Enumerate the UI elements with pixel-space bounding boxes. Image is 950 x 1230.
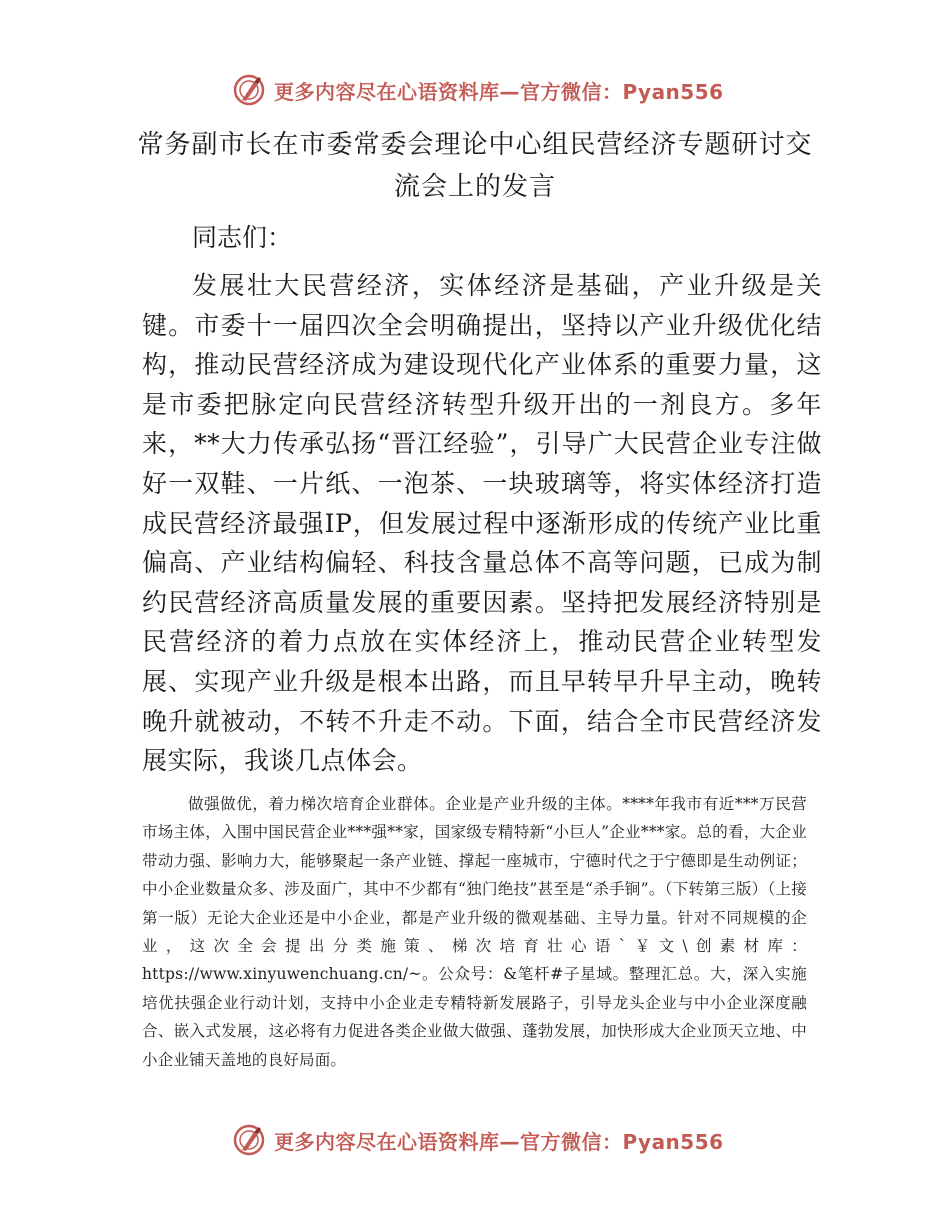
small-paragraph: 做强做优，着力梯次培育企业群体。企业是产业升级的主体。****年我市有近***万民营市场主体，入围中国民营企业***强**家，国家级专精特新“小巨人”企业***家。总的看，大企业带动力强、影响力大，能够聚起一条产业链、撑起一座城市，宁德时代之于宁德即是生动例证；中小企业数量众多、涉及面广，其中不少都有“独门绝技”甚至是“杀手锏”。（下转第三版）（上接第一版）无论大企业还是中小企业，都是产业升级的微观基础、主导力量。针对不同规模的企业，这次全会提出分类施策、梯次培育壮心语`￥文\创素材库：https://www.xinyuwenchuang.cn/~。公众号：&笔杆#子星域。整理汇总。大，深入实施培优扶强企业行动计划，支持中小企业走专精特新发展路子，引导龙头企业与中小企业深度融合、嵌入式发展，这必将有力促进各类企业做大做强、蓬勃发展，加快形成大企业顶天立地、中小企业铺天盖地的良好局面。 xyxy=(142,795,807,1069)
watermark-text: 更多内容尽在心语资料库—官方微信：Pyan556 xyxy=(274,79,724,104)
salutation: 同志们： xyxy=(192,223,293,252)
header-watermark xyxy=(232,72,724,108)
quill-logo-icon xyxy=(232,1123,266,1157)
watermark-text: 更多内容尽在心语资料库—官方微信：Pyan556 xyxy=(274,1129,724,1154)
document-title: 常务副市长在市委常委会理论中心组民营经济专题研讨交流会上的发言 xyxy=(137,130,813,202)
footer-watermark xyxy=(232,1122,724,1158)
main-paragraph: 发展壮大民营经济，实体经济是基础，产业升级是关键。市委十一届四次全会明确提出，坚持以产业升级优化结构，推动民营经济成为建设现代化产业体系的重要力量，这是市委把脉定向民营经济转型升级开出的一剂良方。多年来，**大力传承弘扬“晋江经验”，引导广大民营企业专注做好一双鞋、一片纸、一泡茶、一块玻璃等，将实体经济打造成民营经济最强IP，但发展过程中逐渐形成的传统产业比重偏高、产业结构偏轻、科技含量总体不高等问题，已成为制约民营经济高质量发展的重要因素。坚持把发展经济特别是民营经济的着力点放在实体经济上，推动民营企业转型发展、实现产业升级是根本出路，而且早转早升早主动，晚转晚升就被动，不转不升走不动。下面，结合全市民营经济发展实际，我谈几点体会。 xyxy=(142,271,822,776)
quill-logo-icon xyxy=(232,73,266,107)
